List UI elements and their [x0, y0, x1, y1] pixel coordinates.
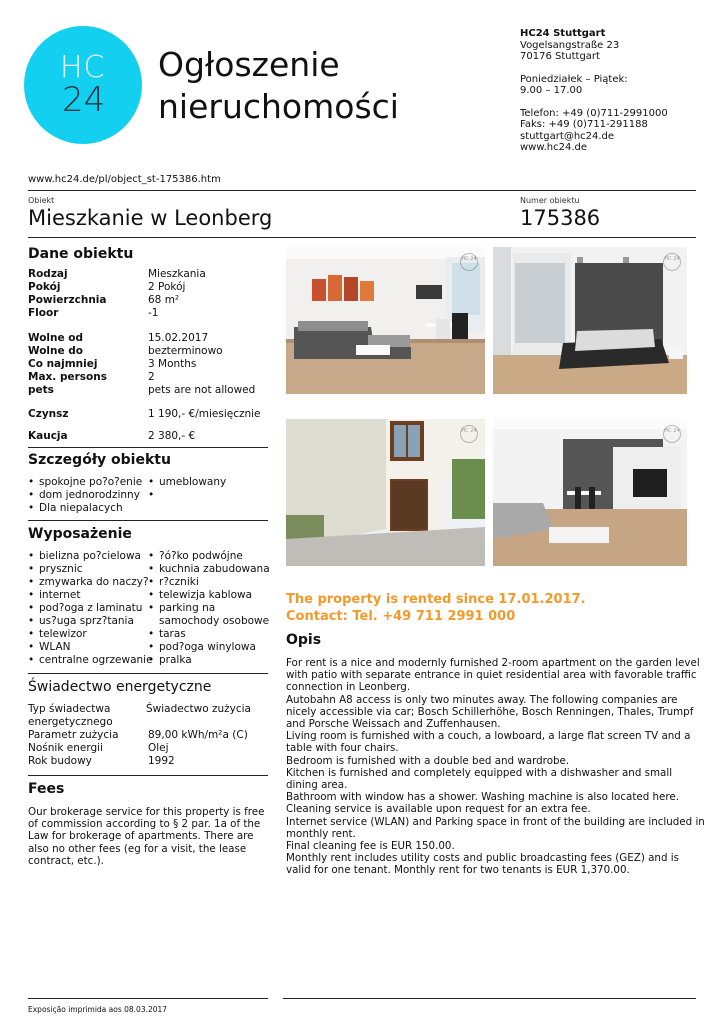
list-item: • bielizna po?cielowa [28, 550, 150, 563]
company-web[interactable]: www.hc24.de [520, 142, 588, 153]
title-line-1: Ogłoszenie [158, 45, 340, 84]
szczegoly-list-2 [148, 476, 273, 502]
divider [28, 237, 696, 238]
dane-value: 2 Pokój [148, 281, 186, 293]
swiadectwo-heading: Świadectwo energetyczne [28, 679, 212, 695]
divider [28, 673, 268, 674]
dane-key: Floor [28, 307, 59, 319]
opis-heading: Opis [286, 632, 322, 648]
deposit-key: Kaucja [28, 430, 68, 442]
dane-value: 68 m² [148, 294, 180, 306]
swiadectwo-key: Parametr zużycia [28, 729, 119, 741]
dane-row [28, 307, 268, 320]
swiadectwo-value: Olej [148, 742, 169, 754]
wyposazenie-heading: Wyposażenie [28, 526, 132, 542]
divider [28, 190, 696, 191]
company-contact [520, 28, 720, 154]
object-url[interactable]: www.hc24.de/pl/object_st-175386.htm [28, 174, 221, 185]
title-line-2: nieruchomości [158, 87, 399, 126]
list-item: • telewizor [28, 628, 150, 641]
dane-value: 2 [148, 371, 155, 383]
swiadectwo-value: Świadectwo zużycia [146, 703, 251, 715]
footer-divider [28, 998, 268, 999]
list-item: • internet [28, 589, 150, 602]
swiadectwo-key: Nośnik energii [28, 742, 103, 754]
swiadectwo-value: 1992 [148, 755, 175, 767]
list-item: • taras [148, 628, 273, 641]
photo-living-room[interactable] [286, 247, 485, 394]
wyposazenie-list-1 [28, 550, 153, 667]
list-item: • telewizja kablowa [148, 589, 273, 602]
opis-paragraph: For rent is a nice and modernly furnished 2-room apartment on the garden level with patio with separate entrance in quiet residential area with favorable traffic connection in Leonberg. [286, 657, 700, 694]
opis-paragraph: Bathroom with window has a shower. Washing machine is also located here. [286, 791, 679, 804]
opis-paragraph: Bedroom is furnished with a double bed and wardrobe. [286, 754, 570, 767]
fees-heading: Fees [28, 781, 65, 797]
dane-row [28, 345, 268, 358]
divider [28, 447, 268, 448]
dane-row [28, 294, 268, 307]
list-item: • Dla niepalacych [28, 502, 156, 515]
swiadectwo-row [28, 755, 268, 768]
dane-key: Pokój [28, 281, 61, 293]
object-title: Mieszkanie w Leonberg [28, 206, 273, 230]
object-number-label: Numer obiektu [520, 196, 580, 205]
dane-key: Co najmniej [28, 358, 98, 370]
opis-paragraph: Autobahn A8 access is only two minutes away. The following companies are nicely accessible via car; Bosch Schillerhöhe, Bosch Renningen, Thales, Trumpf and Porsche Weissach and Zuffenhausen. [286, 693, 694, 731]
swiadectwo-row [28, 742, 268, 755]
company-hours-label: Poniedziałek – Piątek: [520, 73, 628, 85]
dane-value: -1 [148, 307, 159, 319]
logo-text-bottom: 24 [62, 80, 106, 120]
opis-paragraph: Internet service (WLAN) and Parking space in front of the building are included in monthly rent. [286, 815, 705, 840]
dane-key: pets [28, 384, 54, 396]
watermark-badge: HC 24 [663, 253, 681, 271]
contact-line[interactable]: Contact: Tel. +49 711 2991 000 [286, 609, 516, 624]
dane-group-1 [28, 268, 268, 320]
list-item: • r?czniki [148, 576, 273, 589]
company-fax: Faks: +49 (0)711-291188 [520, 119, 648, 130]
company-email[interactable]: stuttgart@hc24.de [520, 130, 615, 142]
swiadectwo-row [28, 729, 268, 742]
dane-row [28, 384, 268, 397]
list-item: • prysznic [28, 563, 150, 576]
divider [28, 520, 268, 521]
fees-text: Our brokerage service for this property is free of commission according to § 2 par. 1a of the Law for brokerage of apartments. There are also no other fees (eg for a visit, the lease contract, etc.). [28, 806, 265, 867]
dane-value: 3 Months [148, 358, 197, 370]
list-item: • pod?oga winylowa [148, 641, 273, 654]
wyposazenie-list-2 [148, 550, 273, 667]
logo-text-top: HC [60, 50, 106, 85]
swiadectwo-table [28, 703, 268, 768]
footer-divider [283, 998, 696, 999]
company-phone: Telefon: +49 (0)711-2991000 [520, 107, 668, 119]
list-item: • WLAN [28, 641, 150, 654]
rent-row [28, 408, 268, 421]
company-street: Vogelsangstraße 23 [520, 39, 620, 51]
list-item: • umeblowany [148, 476, 273, 489]
dane-value: 15.02.2017 [148, 332, 209, 344]
rent-value: 1 190,- €/miesięcznie [148, 408, 261, 420]
dane-row [28, 281, 268, 294]
list-item: • dom jednorodzinny [28, 489, 156, 502]
list-item: • kuchnia zabudowana [148, 563, 273, 576]
list-item: • spokojne po?o?enie [28, 476, 156, 489]
list-item: • parking na samochody osobowe [148, 602, 273, 628]
watermark-badge: HC 24 [460, 253, 478, 271]
swiadectwo-key: Rok budowy [28, 755, 92, 767]
dane-heading: Dane obiektu [28, 246, 134, 262]
company-city: 70176 Stuttgart [520, 51, 600, 62]
dane-group-2 [28, 332, 268, 397]
dane-value: Mieszkania [148, 268, 206, 280]
watermark-badge: HC 24 [663, 425, 681, 443]
swiadectwo-row [28, 703, 268, 729]
list-item: • us?uga sprz?tania [28, 615, 150, 628]
dane-key: Max. persons [28, 371, 107, 383]
dane-value: pets are not allowed [148, 384, 256, 396]
dane-value: bezterminowo [148, 345, 223, 357]
opis-paragraph: Final cleaning fee is EUR 150.00. [286, 840, 455, 853]
swiadectwo-key: Typ świadectwa energetycznego [28, 703, 113, 728]
rented-notice [286, 591, 586, 625]
divider [28, 775, 268, 776]
photo-bedroom[interactable] [493, 247, 687, 394]
szczegoly-list-1 [28, 476, 156, 515]
list-item: • centralne ogrzewanie [28, 654, 150, 667]
opis-paragraph: Living room is furnished with a couch, a lowboard, a large flat screen TV and a table with four chairs. [286, 730, 691, 755]
dane-key: Powierzchnia [28, 294, 107, 306]
opis-paragraph: Monthly rent includes utility costs and public broadcasting fees (GEZ) and is valid for one tenant. Monthly rent for two tenants is EUR 1,370.00. [286, 852, 679, 877]
photo-exterior[interactable] [286, 419, 485, 566]
company-name: HC24 Stuttgart [520, 28, 606, 39]
dane-key: Rodzaj [28, 268, 68, 280]
dane-row [28, 332, 268, 345]
company-hours: 9.00 – 17.00 [520, 85, 583, 96]
rented-line: The property is rented since 17.01.2017. [286, 592, 586, 607]
page-title [158, 44, 498, 128]
photo-living-tv[interactable] [493, 419, 687, 566]
watermark-badge: HC 24 [460, 425, 478, 443]
list-item [148, 489, 273, 502]
dane-row [28, 371, 268, 384]
swiadectwo-value: 89,00 kWh/m²a (C) [148, 729, 248, 741]
dane-row [28, 268, 268, 281]
opis-paragraph: Kitchen is furnished and completely equipped with a dishwasher and small dining area. [286, 766, 673, 792]
deposit-row [28, 430, 268, 443]
opis-paragraph: Cleaning service is available upon request for an extra fee. [286, 803, 591, 816]
footer-print-date: Exposição imprimida aos 08.03.2017 [28, 1005, 168, 1014]
dane-row [28, 358, 268, 371]
list-item: • zmywarka do naczy? [28, 576, 150, 589]
deposit-value: 2 380,- € [148, 430, 196, 442]
dane-key: Wolne do [28, 345, 84, 357]
object-label: Obiekt [28, 196, 55, 205]
list-item: • pod?oga z laminatu [28, 602, 150, 615]
list-item: • pralka [148, 654, 273, 667]
szczegoly-heading: Szczegóły obiektu [28, 452, 171, 468]
rent-key: Czynsz [28, 408, 69, 420]
dane-key: Wolne od [28, 332, 84, 344]
object-number: 175386 [520, 206, 601, 230]
opis-text [286, 657, 706, 877]
hc24-logo [24, 26, 142, 144]
list-item: • ?ó?ko podwójne [148, 550, 273, 563]
